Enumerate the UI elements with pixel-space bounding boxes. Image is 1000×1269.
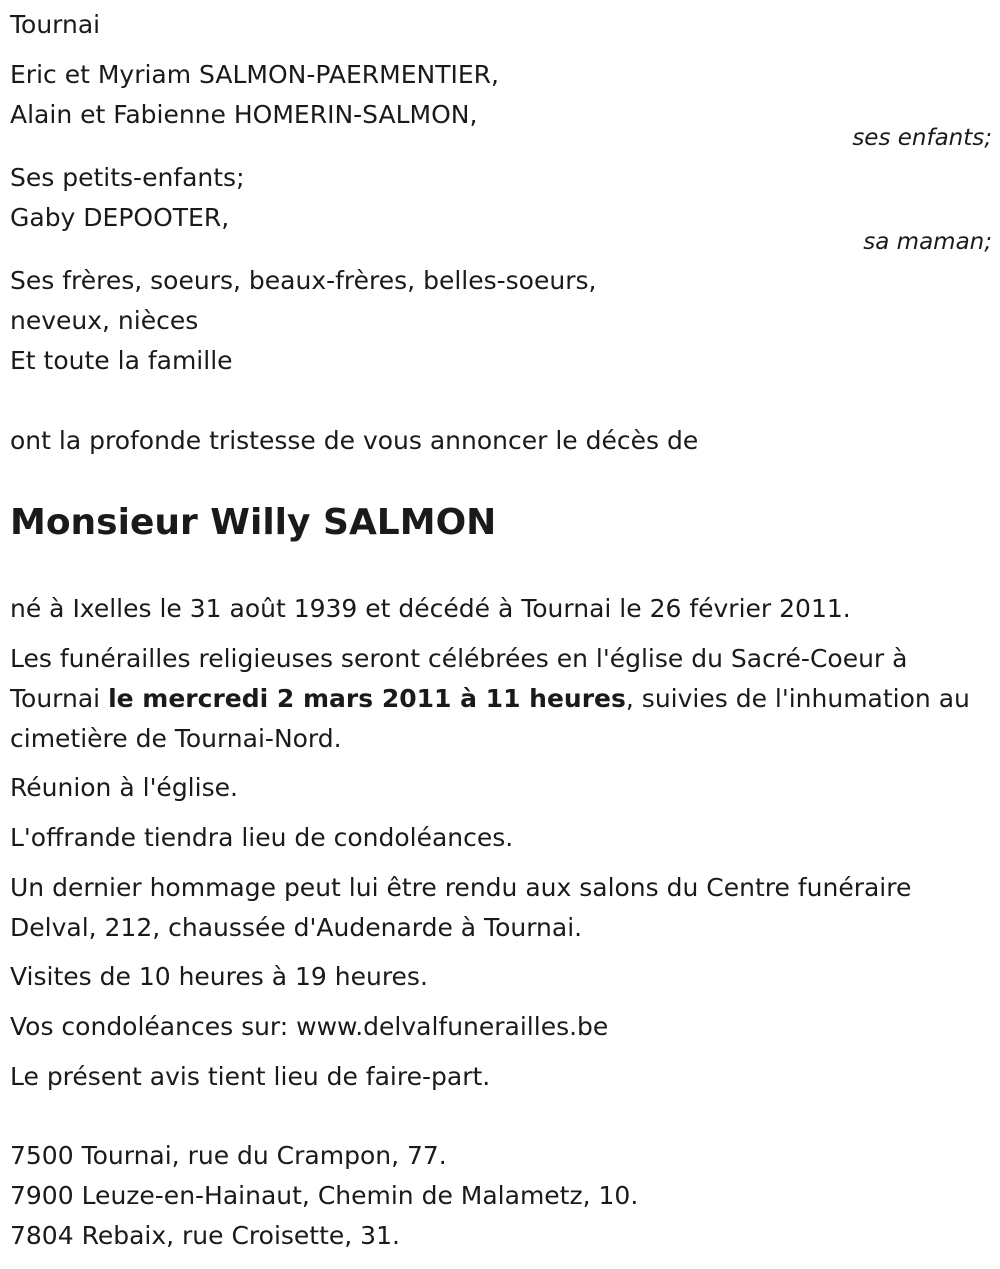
city-header: Tournai: [10, 10, 101, 39]
condolences-line: Vos condoléances sur: www.delvalfunerailles.be: [10, 1012, 609, 1041]
deceased-name: Monsieur Willy SALMON: [10, 502, 497, 543]
funeral-line-2: [10, 679, 970, 719]
mother-role: sa maman;: [863, 229, 992, 255]
address-line-1: 7500 Tournai, rue du Crampon, 77.: [10, 1141, 447, 1170]
funeral-date: le mercredi 2 mars 2011 à 11 heures: [108, 684, 626, 713]
mother-name: Gaby DEPOOTER,: [10, 203, 230, 232]
address-line-2: 7900 Leuze-en-Hainaut, Chemin de Malametz, 10.: [10, 1181, 639, 1210]
tribute-line-1: Un dernier hommage peut lui être rendu aux salons du Centre funéraire: [10, 873, 912, 902]
notice-line: Le présent avis tient lieu de faire-part.: [10, 1062, 491, 1091]
visits-line: Visites de 10 heures à 19 heures.: [10, 962, 428, 991]
address-line-3: 7804 Rebaix, rue Croisette, 31.: [10, 1221, 400, 1250]
children-role: ses enfants;: [852, 125, 992, 151]
grandchildren-line: Ses petits-enfants;: [10, 163, 245, 192]
offering-line: L'offrande tiendra lieu de condoléances.: [10, 823, 514, 852]
funeral-line-3: cimetière de Tournai-Nord.: [10, 724, 342, 753]
family-line-2: neveux, nièces: [10, 306, 199, 335]
funeral-line-1: Les funérailles religieuses seront célébrées en l'église du Sacré-Coeur à: [10, 644, 908, 673]
children-line-2: Alain et Fabienne HOMERIN-SALMON,: [10, 100, 478, 129]
meeting-line: Réunion à l'église.: [10, 773, 238, 802]
funeral-line-2-end: , suivies de l'inhumation au: [625, 684, 970, 713]
announcement-text: ont la profonde tristesse de vous annoncer le décès de: [10, 426, 699, 455]
family-line-1: Ses frères, soeurs, beaux-frères, belles-soeurs,: [10, 266, 597, 295]
children-line-1: Eric et Myriam SALMON-PAERMENTIER,: [10, 60, 499, 89]
tribute-line-2: Delval, 212, chaussée d'Audenarde à Tournai.: [10, 913, 583, 942]
birth-death-line: né à Ixelles le 31 août 1939 et décédé à Tournai le 26 février 2011.: [10, 594, 851, 623]
funeral-line-2-start: Tournai: [10, 684, 109, 713]
family-line-3: Et toute la famille: [10, 346, 233, 375]
